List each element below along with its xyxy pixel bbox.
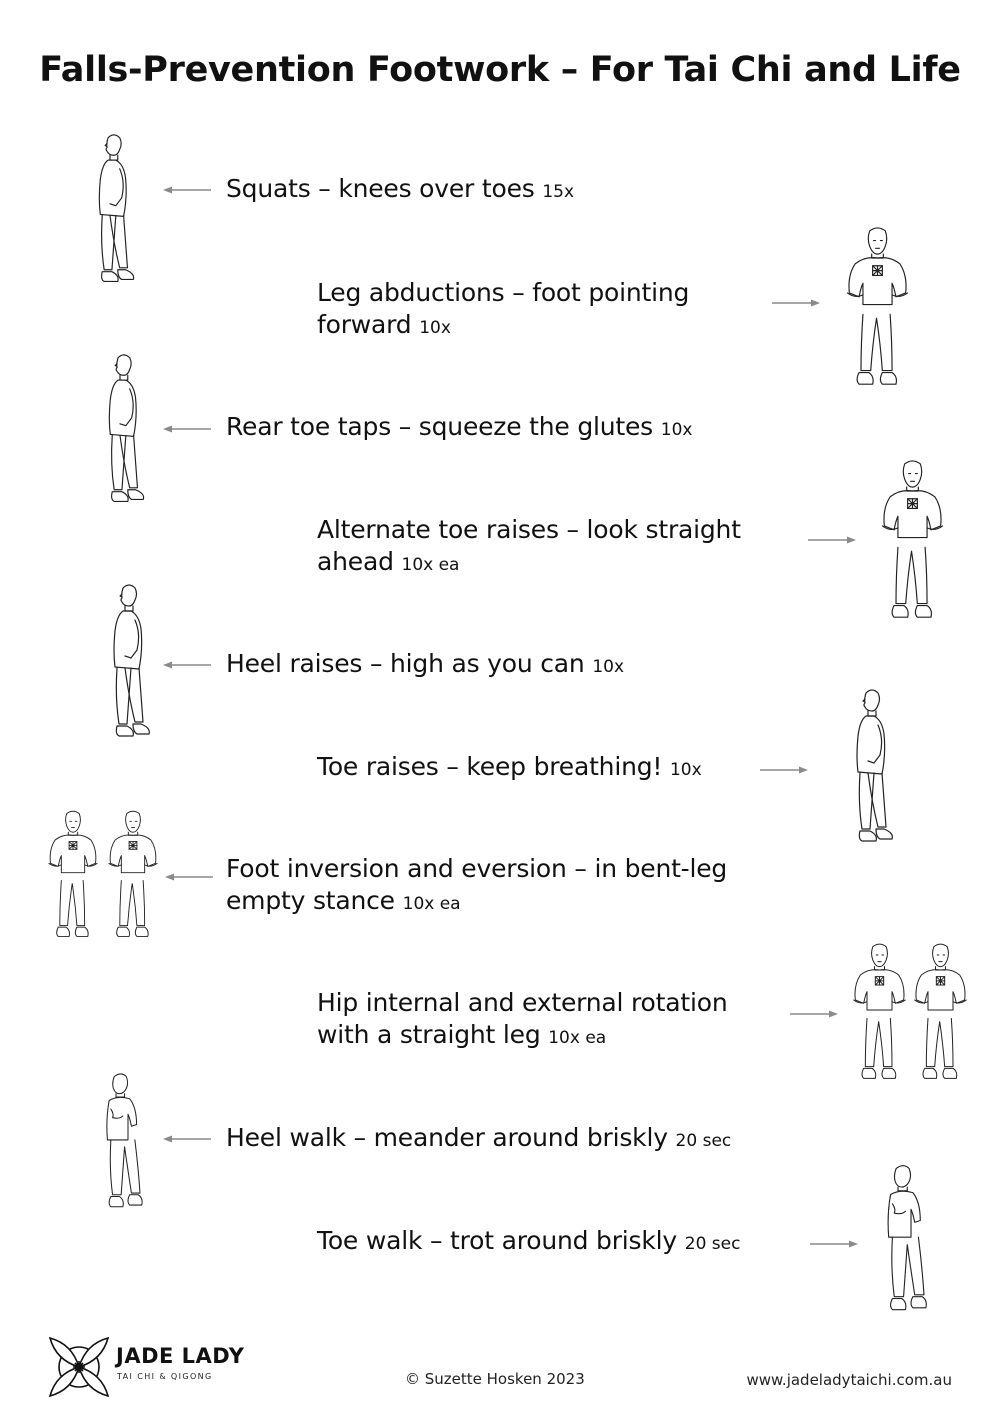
exercise-label-rear-toe-taps (226, 411, 692, 446)
exercise-name-line1: Hip internal and external rotation (317, 988, 728, 1017)
exercise-name: Toe raises – keep breathing! (317, 752, 663, 781)
brand-tagline: TAI CHI & QIGONG (117, 1372, 213, 1381)
exercise-label-heel-walk (226, 1122, 731, 1157)
exercise-figure-toe-raises (838, 685, 898, 855)
exercise-figure-rear-toe-taps (85, 350, 155, 515)
exercise-label-hip-rotation (317, 987, 727, 1054)
exercise-reps: 10x ea (401, 555, 460, 575)
flower-logo-icon (46, 1334, 112, 1400)
exercise-figure-leg-abductions (830, 225, 925, 390)
copyright-notice: © Suzette Hosken 2023 (405, 1370, 585, 1388)
website-link[interactable]: www.jadeladytaichi.com.au (746, 1371, 952, 1389)
exercise-figure-alternate-toe-raises (865, 458, 960, 623)
right-arrow-icon (810, 1239, 858, 1249)
left-arrow-icon (163, 424, 211, 434)
exercise-label-foot-inversion (226, 853, 727, 920)
exercise-name: Rear toe taps – squeeze the glutes (226, 412, 654, 441)
left-arrow-icon (163, 185, 211, 195)
left-arrow-icon (163, 1134, 211, 1144)
right-arrow-icon (790, 1009, 838, 1019)
left-arrow-icon (163, 660, 211, 670)
exercise-label-toe-walk (317, 1225, 740, 1260)
exercise-name: Heel walk – meander around briskly (226, 1123, 668, 1152)
exercise-reps: 20 sec (675, 1131, 732, 1151)
left-arrow-icon (165, 872, 213, 882)
exercise-name-line2: empty stance (226, 886, 395, 915)
exercise-figure-heel-walk (92, 1065, 152, 1220)
exercise-reps: 10x ea (548, 1028, 607, 1048)
exercise-figure-foot-inversion-2 (98, 800, 168, 950)
right-arrow-icon (772, 298, 820, 308)
exercise-name-line1: Foot inversion and eversion – in bent-leg (226, 854, 728, 883)
exercise-reps: 10x (419, 318, 451, 338)
exercise-name: Heel raises – high as you can (226, 649, 585, 678)
exercise-name-line2: ahead (317, 547, 394, 576)
page-title: Falls-Prevention Footwork – For Tai Chi and Life (39, 50, 961, 90)
exercise-label-squats (226, 173, 574, 208)
brand-name: JADE LADY (116, 1344, 245, 1368)
exercise-reps: 10x (660, 420, 693, 440)
exercise-figure-squats (80, 130, 140, 295)
exercise-figure-hip-rotation-2 (903, 935, 978, 1090)
exercise-name-line1: Leg abductions – foot pointing (317, 278, 690, 307)
exercise-name-line1: Alternate toe raises – look straight (317, 515, 741, 544)
exercise-label-leg-abductions (317, 277, 689, 344)
exercise-reps: 10x ea (402, 894, 461, 914)
right-arrow-icon (808, 535, 856, 545)
exercise-name-line2: with a straight leg (317, 1020, 541, 1049)
exercise-label-toe-raises (317, 751, 702, 786)
exercise-figure-toe-walk (872, 1160, 937, 1320)
exercise-label-alternate-toe-raises (317, 514, 741, 581)
exercise-name: Toe walk – trot around briskly (317, 1226, 677, 1255)
exercise-reps: 15x (542, 182, 575, 202)
right-arrow-icon (760, 765, 808, 775)
exercise-reps: 10x (592, 657, 625, 677)
exercise-reps: 20 sec (684, 1234, 741, 1254)
exercise-reps: 10x (669, 760, 702, 780)
exercise-label-heel-raises (226, 648, 624, 683)
exercise-name-line2: forward (317, 310, 412, 339)
exercise-name: Squats – knees over toes (226, 174, 535, 203)
exercise-figure-heel-raises (95, 580, 155, 750)
